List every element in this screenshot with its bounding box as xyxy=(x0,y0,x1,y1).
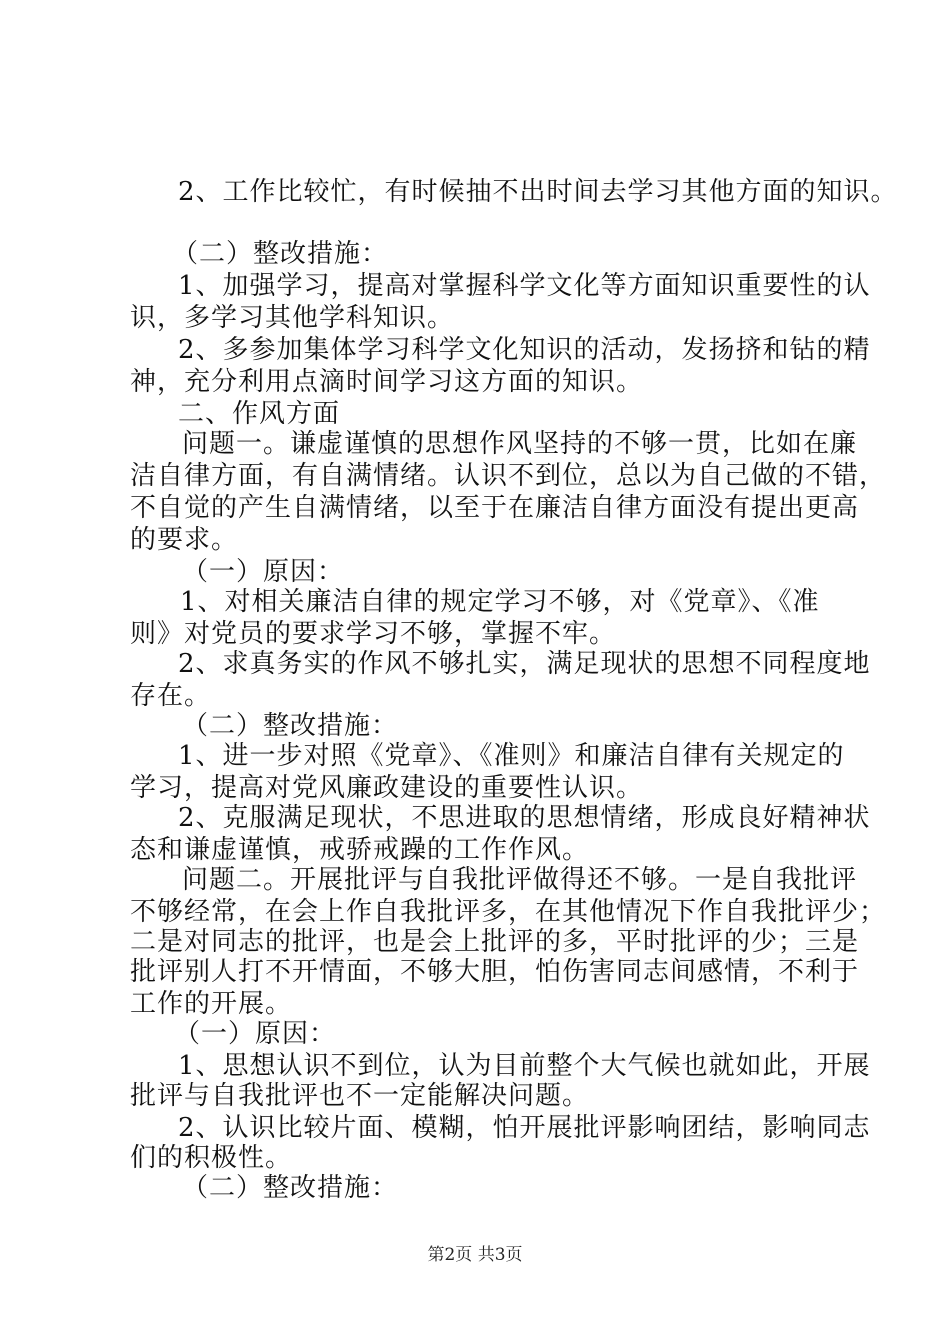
paragraph-line: 2、多参加集体学习科学文化知识的活动，发扬挤和钻的精 xyxy=(178,335,871,365)
paragraph-line: 2、求真务实的作风不够扎实，满足现状的思想不同程度地 xyxy=(178,649,871,679)
paragraph-line: 不自觉的产生自满情绪，以至于在廉洁自律方面没有提出更高 xyxy=(130,493,860,523)
paragraph-line: 批评别人打不开情面，不够大胆，怕伤害同志间感情，不利于 xyxy=(130,957,860,987)
paragraph-line: 态和谦虚谨慎，戒骄戒躁的工作作风。 xyxy=(130,835,590,865)
section-heading: （一）原因： xyxy=(174,1019,337,1049)
paragraph-line: 识，多学习其他学科知识。 xyxy=(130,303,455,333)
page-number-footer: 第2页 共3页 xyxy=(427,1245,523,1265)
paragraph-line: 问题一。谦虚谨慎的思想作风坚持的不够一贯，比如在廉 xyxy=(182,429,858,459)
section-heading: （二）整改措施： xyxy=(172,239,389,269)
paragraph-line: 1、思想认识不到位，认为目前整个大气候也就如此，开展 xyxy=(178,1051,871,1081)
section-heading: （一）原因： xyxy=(182,557,345,587)
paragraph-line: 1、对相关廉洁自律的规定学习不够，对《党章》、《准 xyxy=(180,587,820,617)
paragraph-line: 存在。 xyxy=(130,681,212,711)
section-heading: （二）整改措施： xyxy=(182,711,399,741)
section-heading: 二、作风方面 xyxy=(178,399,341,429)
paragraph-line: 问题二。开展批评与自我批评做得还不够。一是自我批评 xyxy=(182,865,858,895)
paragraph-line: 学习，提高对党风廉政建设的重要性认识。 xyxy=(130,773,644,803)
paragraph-line: 2、认识比较片面、模糊，怕开展批评影响团结，影响同志 xyxy=(178,1113,871,1143)
paragraph-line: 则》对党员的要求学习不够，掌握不牢。 xyxy=(130,619,617,649)
paragraph-line: 神，充分利用点滴时间学习这方面的知识。 xyxy=(130,367,644,397)
paragraph-line: 1、进一步对照《党章》、《准则》和廉洁自律有关规定的 xyxy=(178,741,845,771)
paragraph-line: 批评与自我批评也不一定能解决问题。 xyxy=(130,1081,590,1111)
paragraph-line: 2、克服满足现状，不思进取的思想情绪，形成良好精神状 xyxy=(178,803,871,833)
paragraph-line: 洁自律方面，有自满情绪。认识不到位，总以为自己做的不错， xyxy=(130,461,887,491)
paragraph-line: 1、加强学习，提高对掌握科学文化等方面知识重要性的认 xyxy=(178,271,871,301)
paragraph-line: 不够经常，在会上作自我批评多，在其他情况下作自我批评少； xyxy=(130,897,887,927)
paragraph-line: 们的积极性。 xyxy=(130,1143,293,1173)
paragraph-line: 2、工作比较忙，有时候抽不出时间去学习其他方面的知识。 xyxy=(178,177,898,207)
section-heading: （二）整改措施： xyxy=(182,1173,399,1203)
paragraph-line: 二是对同志的批评，也是会上批评的多，平时批评的少；三是 xyxy=(130,927,860,957)
paragraph-line: 工作的开展。 xyxy=(130,989,293,1019)
paragraph-line: 的要求。 xyxy=(130,525,239,555)
